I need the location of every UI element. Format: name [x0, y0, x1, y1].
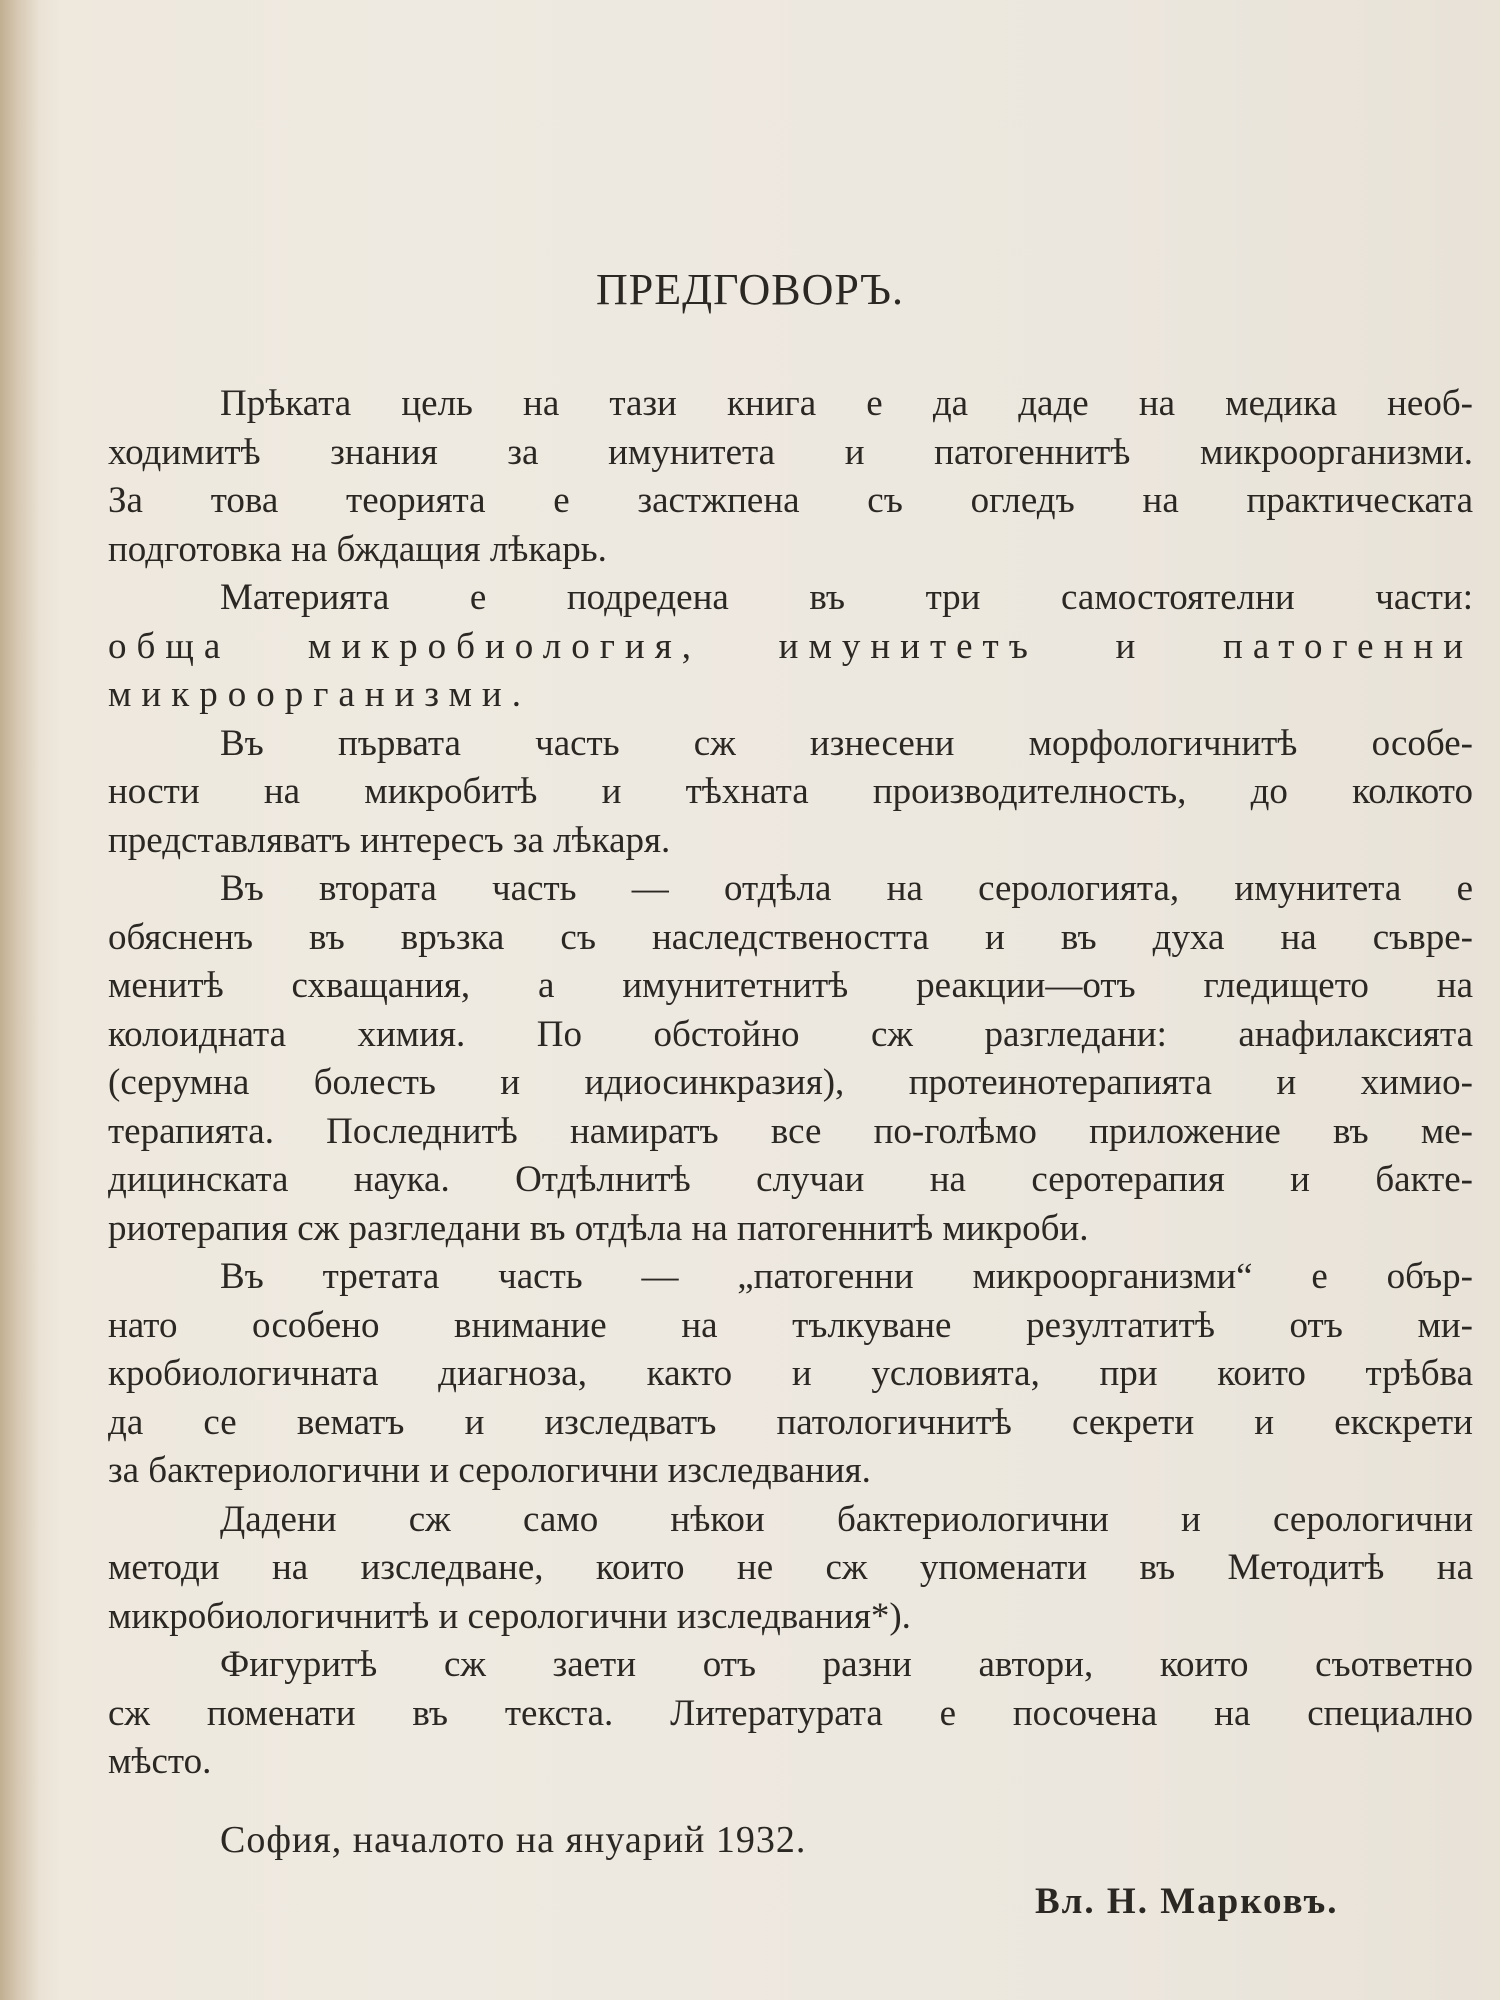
text-line: кробиологичната диагноза, както и условията, при които трѣбва [108, 1353, 1473, 1394]
text-line: микроорганизми. [108, 674, 531, 715]
text-line: дицинската наука. Отдѣлнитѣ случаи на серотерапия и бакте- [108, 1159, 1473, 1200]
text-line: менитѣ схващания, а имунитетнитѣ реакции—отъ гледището на [108, 965, 1473, 1006]
text-line: представляватъ интересъ за лѣкаря. [108, 819, 671, 861]
author-signature: Вл. Н. Марковъ. [1035, 1881, 1339, 1922]
text-line: сж поменати въ текста. Литературата е посочена на специално [108, 1692, 1473, 1734]
place-date-line: София, началото на януарий 1932. [220, 1819, 807, 1861]
text-line: Дадени сж само нѣкои бактериологични и серологични [220, 1498, 1473, 1540]
text-line: риотерапия сж разгледани въ отдѣла на патогеннитѣ микроби. [108, 1207, 1089, 1249]
text-line: за бактериологични и серологични изследвания. [108, 1450, 871, 1491]
text-line: Въ третата часть — „патогенни микроорганизми“ е обър- [220, 1256, 1473, 1297]
text-line: Материята е подредена въ три самостоятелни части: [220, 577, 1473, 618]
text-line: колоидната химия. По обстойно сж разгледани: анафилаксията [108, 1013, 1473, 1055]
text-line: мѣсто. [108, 1741, 212, 1782]
text-line: методи на изследване, които не сж упоменати въ Методитѣ на [108, 1547, 1473, 1588]
text-line: нато особено внимание на тълкуване резултатитѣ отъ ми- [108, 1304, 1473, 1346]
text-line: микробиологичнитѣ и серологични изследвания*). [108, 1595, 911, 1637]
text-line: обща микробиология, имунитетъ и патогенни [108, 625, 1473, 667]
text-line: Фигуритѣ сж заети отъ разни автори, които съответно [220, 1644, 1473, 1685]
text-line: терапията. Последнитѣ намиратъ все по-голѣмо приложение въ ме- [108, 1110, 1473, 1152]
text-line: За това теорията е застжпена съ огледъ на практическата [108, 480, 1473, 521]
text-line: ходимитѣ знания за имунитета и патогеннитѣ микроорганизми. [108, 431, 1473, 473]
text-line: обясненъ въ връзка съ наследствеността и въ духа на съвре- [108, 916, 1473, 958]
text-line: Въ първата часть сж изнесени морфологичнитѣ особе- [220, 722, 1473, 764]
text-line: ности на микробитѣ и тѣхната производителность, до колкото [108, 771, 1473, 812]
text-line: подготовка на бждащия лѣкарь. [108, 528, 607, 570]
text-line: да се вематъ и изследватъ патологичнитѣ секрети и екскрети [108, 1401, 1473, 1443]
text-line: (серумна болесть и идиосинкразия), протеинотерапията и химио- [108, 1062, 1473, 1103]
page-title: ПРЕДГОВОРЪ. [596, 265, 904, 314]
text-line: Въ втората часть — отдѣла на серологията, имунитета е [220, 868, 1473, 909]
preface-body [108, 380, 1473, 1787]
text-line: Прѣката цель на тази книга е да даде на медика необ- [220, 383, 1473, 424]
